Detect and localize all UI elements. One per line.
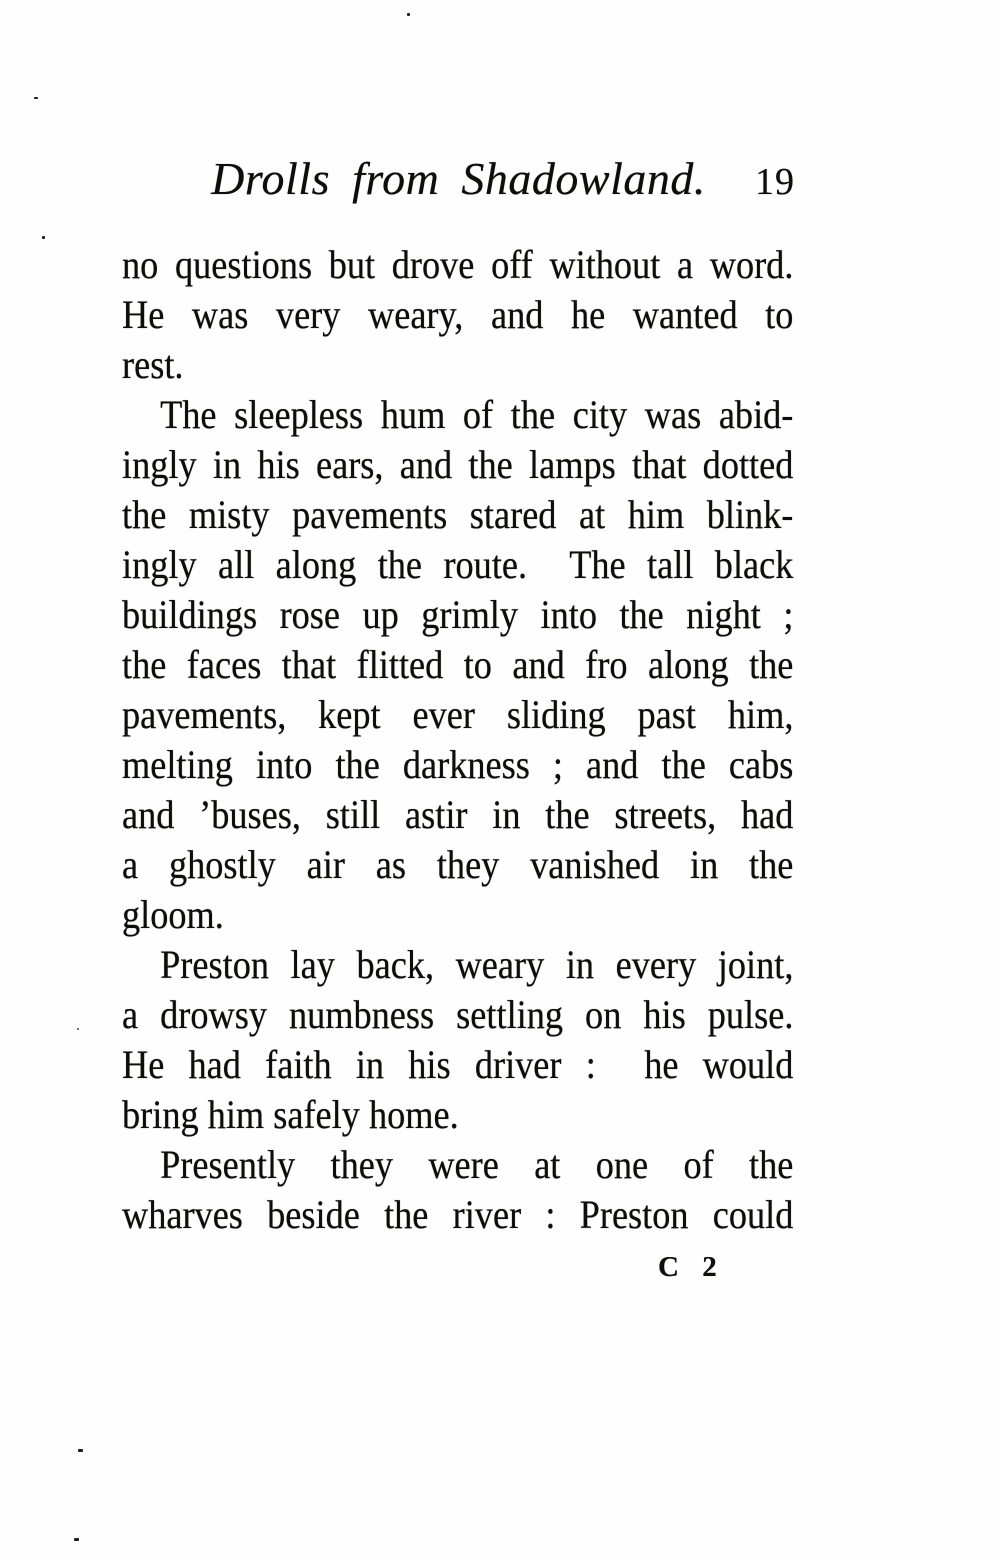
scan-speck: [74, 1538, 79, 1541]
text-line: no questions but drove off without a word.: [122, 242, 794, 287]
text-line: bring him safely home.: [122, 1092, 459, 1137]
text-line: He was very weary, and he wanted to: [122, 292, 794, 337]
text-line: ingly all along the route. The tall black: [122, 542, 794, 587]
scan-speck: [78, 1449, 83, 1452]
text-line: Preston lay back, weary in every joint,: [160, 942, 794, 987]
paragraph: [122, 240, 793, 390]
scan-speck: [42, 236, 45, 239]
signature-mark: C 2: [658, 1251, 718, 1283]
text-line: the misty pavements stared at him blink-: [122, 492, 794, 537]
running-head-title: Drolls from Shadowland.: [211, 153, 706, 204]
paragraph: [122, 1140, 793, 1240]
scan-speck: [77, 1028, 79, 1030]
text-line: ingly in his ears, and the lamps that dotted: [122, 442, 794, 487]
page-number: 19: [755, 161, 795, 203]
scan-speck: [34, 97, 38, 99]
text-line: a ghostly air as they vanished in the: [122, 842, 794, 887]
running-head: [122, 150, 795, 208]
text-block: [122, 240, 793, 1240]
text-line: gloom.: [122, 892, 224, 937]
paragraph: [122, 940, 793, 1140]
text-line: the faces that flitted to and fro along the: [122, 642, 794, 687]
text-line: Presently they were at one of the: [160, 1142, 794, 1187]
text-line: buildings rose up grimly into the night ;: [122, 592, 794, 637]
paragraph: [122, 390, 793, 940]
text-line: rest.: [122, 342, 184, 387]
text-line: The sleepless hum of the city was abid-: [160, 392, 794, 437]
text-line: and ’buses, still astir in the streets, had: [122, 792, 794, 837]
scan-speck: [407, 13, 410, 16]
text-line: a drowsy numbness settling on his pulse.: [122, 992, 794, 1037]
text-line: pavements, kept ever sliding past him,: [122, 692, 794, 737]
text-line: wharves beside the river : Preston could: [122, 1192, 794, 1237]
text-line: melting into the darkness ; and the cabs: [122, 742, 794, 787]
text-line: He had faith in his driver : he would: [122, 1042, 794, 1087]
